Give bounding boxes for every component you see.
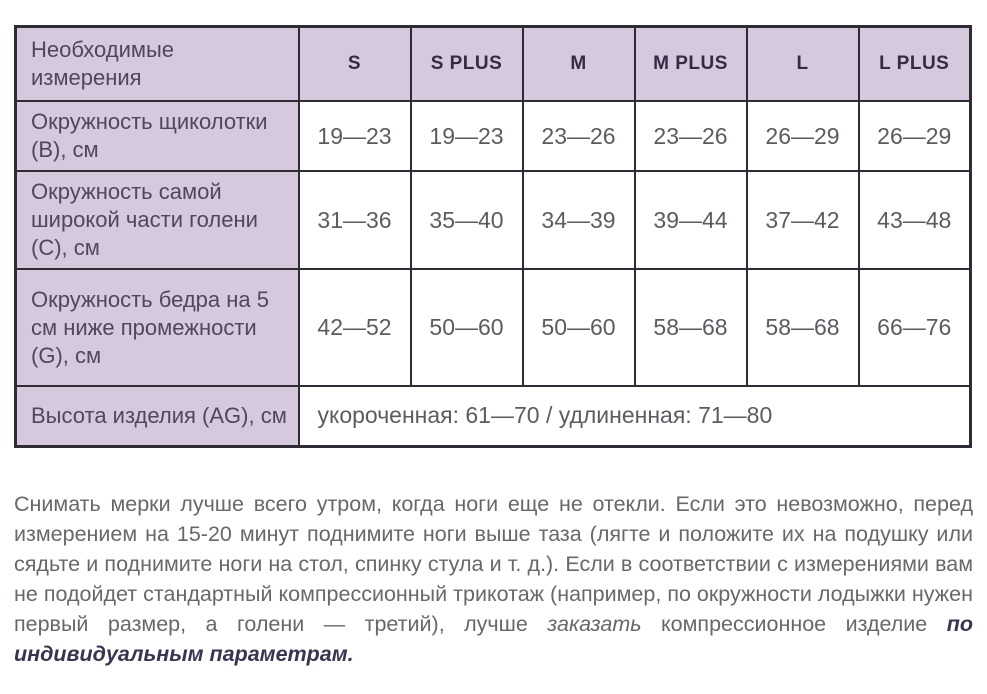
table-cell: 39—44 [635, 171, 747, 269]
table-header-row [16, 27, 971, 102]
table-row-calf [16, 171, 971, 269]
table-cell: 58—68 [747, 269, 859, 386]
size-header-m-plus: M PLUS [635, 27, 747, 102]
row-label-ankle: Окружность щиколотки (B), см [16, 101, 299, 171]
table-cell: 66—76 [859, 269, 971, 386]
size-header-s: S [299, 27, 411, 102]
table-cell: 19—23 [411, 101, 523, 171]
table-cell: 31—36 [299, 171, 411, 269]
table-cell: 50—60 [411, 269, 523, 386]
table-cell: 35—40 [411, 171, 523, 269]
table-cell: 43—48 [859, 171, 971, 269]
table-cell: 42—52 [299, 269, 411, 386]
table-row-ankle [16, 101, 971, 171]
note-text-italic: заказать [547, 611, 642, 636]
table-cell: 26—29 [747, 101, 859, 171]
note-text-main: Снимать мерки лучше всего утром, когда ноги еще не отекли. Если это невозможно, перед измерением на 15-20 минут поднимите ноги выше таза (лягте и положите их на подушку или сядьте и поднимите ноги на стол, спинку стула и т. д.). Если в соответствии с измерениями вам не подойдет стандартный компрессионный трикотаж (например, по окружности лодыжки нужен первый размер, а голени — третий), лучше [14, 491, 973, 636]
size-header-l: L [747, 27, 859, 102]
table-cell: 37—42 [747, 171, 859, 269]
table-cell: 34—39 [523, 171, 635, 269]
row-label-thigh: Окружность бедра на 5 см ниже промежности (G), см [16, 269, 299, 386]
table-cell: 23—26 [523, 101, 635, 171]
table-cell: 26—29 [859, 101, 971, 171]
table-cell: 50—60 [523, 269, 635, 386]
table-row-thigh [16, 269, 971, 386]
table-row-product-height [16, 386, 971, 446]
size-header-s-plus: S PLUS [411, 27, 523, 102]
corner-header-measurements: Необходимые измерения [16, 27, 299, 102]
row-label-calf: Окружность самой широкой части голени (C), см [16, 171, 299, 269]
size-header-m: M [523, 27, 635, 102]
note-text-bold-ending: по индивидуальным параметрам. [14, 611, 973, 666]
product-height-value: укороченная: 61—70 / удлиненная: 71—80 [299, 386, 971, 446]
size-table [14, 25, 972, 448]
table-cell: 58—68 [635, 269, 747, 386]
measurement-note [14, 489, 973, 669]
size-header-l-plus: L PLUS [859, 27, 971, 102]
table-cell: 23—26 [635, 101, 747, 171]
row-label-product-height: Высота изделия (AG), см [16, 386, 299, 446]
table-cell: 19—23 [299, 101, 411, 171]
note-text-middle: компрессионное изделие [641, 611, 947, 636]
